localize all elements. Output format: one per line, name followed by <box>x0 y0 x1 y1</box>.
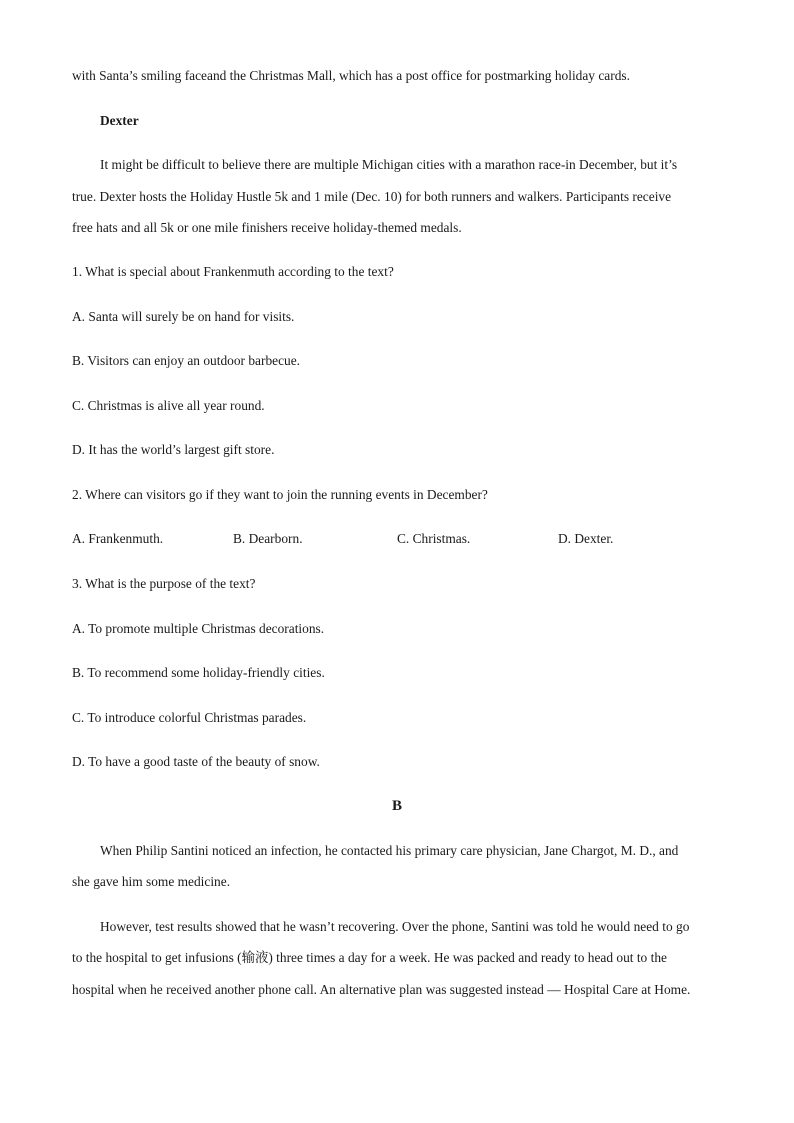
dexter-paragraph-line: It might be difficult to believe there are multiple Michigan cities with a marathon race-in December, but it’s <box>100 157 678 172</box>
question-2-option-c: C. Christmas. <box>397 531 471 546</box>
question-2-option-a: A. Frankenmuth. <box>72 531 164 546</box>
dexter-paragraph-line: free hats and all 5k or one mile finishers receive holiday-themed medals. <box>72 220 462 235</box>
section-b-paragraph-line: When Philip Santini noticed an infection, he contacted his primary care physician, Jane Chargot, M. D., and <box>100 843 679 858</box>
question-3-option-b: B. To recommend some holiday-friendly cities. <box>72 665 325 680</box>
question-3-option-d: D. To have a good taste of the beauty of snow. <box>72 754 320 769</box>
question-3-stem: 3. What is the purpose of the text? <box>72 576 256 591</box>
section-heading-b: B <box>391 798 402 814</box>
question-2-stem: 2. Where can visitors go if they want to join the running events in December? <box>72 487 488 502</box>
section-b-paragraph-line: to the hospital to get infusions (输液) three times a day for a week. He was packed and ready to head out to the <box>72 950 667 965</box>
dexter-paragraph-line: true. Dexter hosts the Holiday Hustle 5k and 1 mile (Dec. 10) for both runners and walkers. Participants receive <box>72 189 672 204</box>
question-1-option-c: C. Christmas is alive all year round. <box>72 398 265 413</box>
question-1-option-d: D. It has the world’s largest gift store. <box>72 442 275 457</box>
section-b-paragraph-line: hospital when he received another phone call. An alternative plan was suggested instead — Hospital Care at Home. <box>72 982 691 997</box>
question-1-option-a: A. Santa will surely be on hand for visits. <box>72 309 295 324</box>
question-1-stem: 1. What is special about Frankenmuth according to the text? <box>72 264 394 279</box>
section-heading-dexter: Dexter <box>100 113 139 128</box>
question-3-option-a: A. To promote multiple Christmas decorations. <box>72 621 325 636</box>
question-2-option-d: D. Dexter. <box>558 531 614 546</box>
question-3-option-c: C. To introduce colorful Christmas parades. <box>72 710 307 725</box>
question-1-option-b: B. Visitors can enjoy an outdoor barbecue. <box>72 353 301 368</box>
question-2-option-b: B. Dearborn. <box>233 531 303 546</box>
intro-line: with Santa’s smiling faceand the Christmas Mall, which has a post office for postmarking holiday cards. <box>72 68 630 83</box>
section-b-paragraph-line: However, test results showed that he wasn’t recovering. Over the phone, Santini was told he would need to go <box>100 919 690 934</box>
section-b-paragraph-line: she gave him some medicine. <box>72 874 231 889</box>
